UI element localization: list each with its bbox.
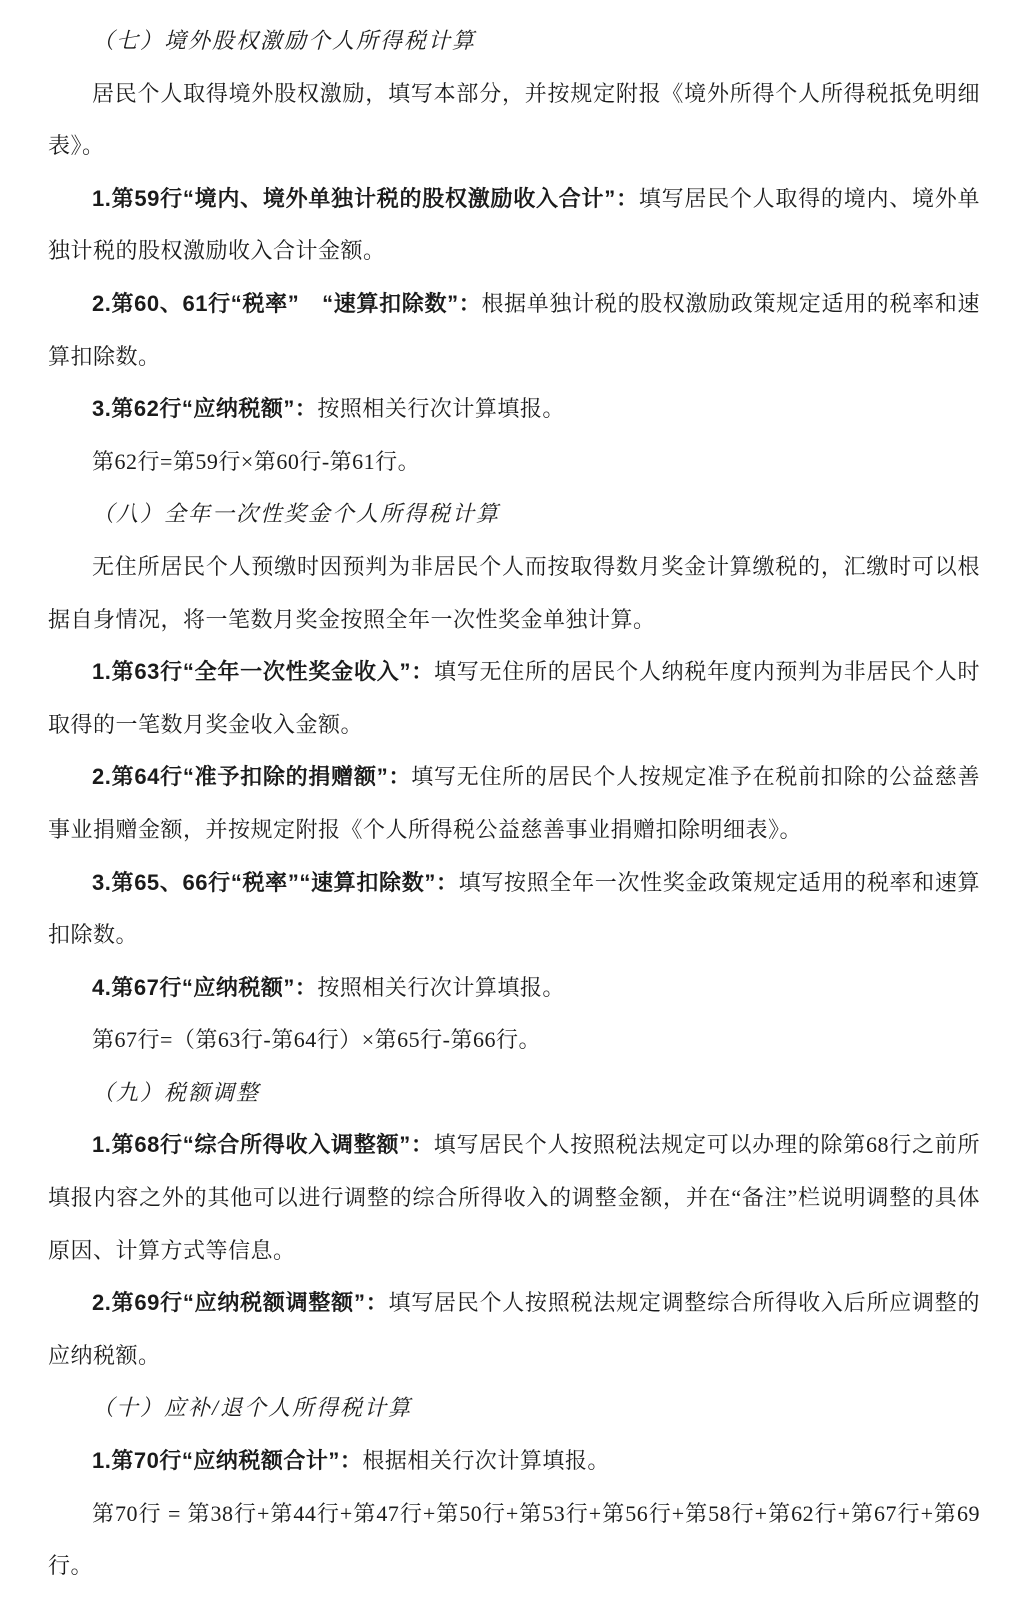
section-heading — [48, 15, 980, 68]
document-body — [48, 15, 980, 1593]
paragraph — [48, 1119, 980, 1277]
text-run: 填写居民个人取得的境内、境外单独计税的股权激励收入合计金额。 — [48, 185, 980, 264]
text-run-bold: 3.第65、66行“税率”“速算扣除数”： — [92, 869, 459, 895]
paragraph — [48, 1277, 980, 1382]
text-run: 无住所居民个人预缴时因预判为非居民个人而按取得数月奖金计算缴税的，汇缴时可以根据自身情况，将一笔数月奖金按照全年一次性奖金单独计算。 — [48, 553, 980, 632]
formula-line — [48, 436, 980, 489]
paragraph — [48, 962, 980, 1015]
paragraph — [48, 751, 980, 856]
section-heading — [48, 1382, 980, 1435]
text-run: 居民个人取得境外股权激励，填写本部分，并按规定附报《境外所得个人所得税抵免明细表》。 — [48, 80, 980, 159]
text-run-bold: 1.第70行“应纳税额合计”： — [92, 1448, 363, 1474]
text-run-bold: 2.第64行“准予扣除的捐赠额”： — [92, 764, 412, 790]
text-run: 填写按照全年一次性奖金政策规定适用的税率和速算扣除数。 — [48, 869, 980, 948]
text-run: （十）应补/退个人所得税计算 — [92, 1395, 413, 1421]
text-run-bold: 3.第62行“应纳税额”： — [92, 396, 318, 422]
paragraph — [48, 1435, 980, 1488]
paragraph — [48, 646, 980, 751]
text-run: 按照相关行次计算填报。 — [317, 396, 565, 422]
text-run: 根据相关行次计算填报。 — [362, 1448, 610, 1474]
text-run-bold: 1.第59行“境内、境外单独计税的股权激励收入合计”： — [92, 185, 639, 211]
text-run-bold: 1.第68行“综合所得收入调整额”： — [92, 1132, 434, 1158]
text-run: 填写居民个人按照税法规定可以办理的除第68行之前所填报内容之外的其他可以进行调整的综合所得收入的调整金额，并在“备注”栏说明调整的具体原因、计算方式等信息。 — [48, 1132, 980, 1263]
text-run: （九）税额调整 — [92, 1079, 261, 1105]
paragraph — [48, 857, 980, 962]
text-run-bold: 2.第60、61行“税率” “速算扣除数”： — [92, 290, 482, 316]
section-heading — [48, 488, 980, 541]
text-run-bold: 4.第67行“应纳税额”： — [92, 974, 318, 1000]
text-run-bold: 2.第69行“应纳税额调整额”： — [92, 1290, 389, 1316]
text-run: 根据单独计税的股权激励政策规定适用的税率和速算扣除数。 — [48, 290, 980, 369]
section-heading — [48, 1067, 980, 1120]
paragraph — [48, 68, 980, 173]
text-run: （八）全年一次性奖金个人所得税计算 — [92, 501, 501, 527]
text-run: 第70行 = 第38行+第44行+第47行+第50行+第53行+第56行+第58行+第62行+第67行+第69行。 — [48, 1500, 980, 1579]
paragraph — [48, 278, 980, 383]
paragraph — [48, 541, 980, 646]
text-run: 第62行=第59行×第60行-第61行。 — [92, 448, 421, 474]
text-run: 填写无住所的居民个人按规定准予在税前扣除的公益慈善事业捐赠金额，并按规定附报《个人所得税公益慈善事业捐赠扣除明细表》。 — [48, 764, 980, 842]
text-run: 填写无住所的居民个人纳税年度内预判为非居民个人时取得的一笔数月奖金收入金额。 — [48, 659, 980, 737]
paragraph — [48, 383, 980, 436]
text-run: 按照相关行次计算填报。 — [317, 974, 565, 1000]
text-run: （七）境外股权激励个人所得税计算 — [92, 28, 477, 53]
text-run-bold: 1.第63行“全年一次性奖金收入”： — [92, 659, 434, 685]
formula-line — [48, 1014, 980, 1067]
paragraph — [48, 173, 980, 278]
text-run: 填写居民个人按照税法规定调整综合所得收入后所应调整的应纳税额。 — [48, 1290, 980, 1368]
text-run: 第67行=（第63行-第64行）×第65行-第66行。 — [92, 1027, 541, 1053]
formula-line — [48, 1488, 980, 1593]
